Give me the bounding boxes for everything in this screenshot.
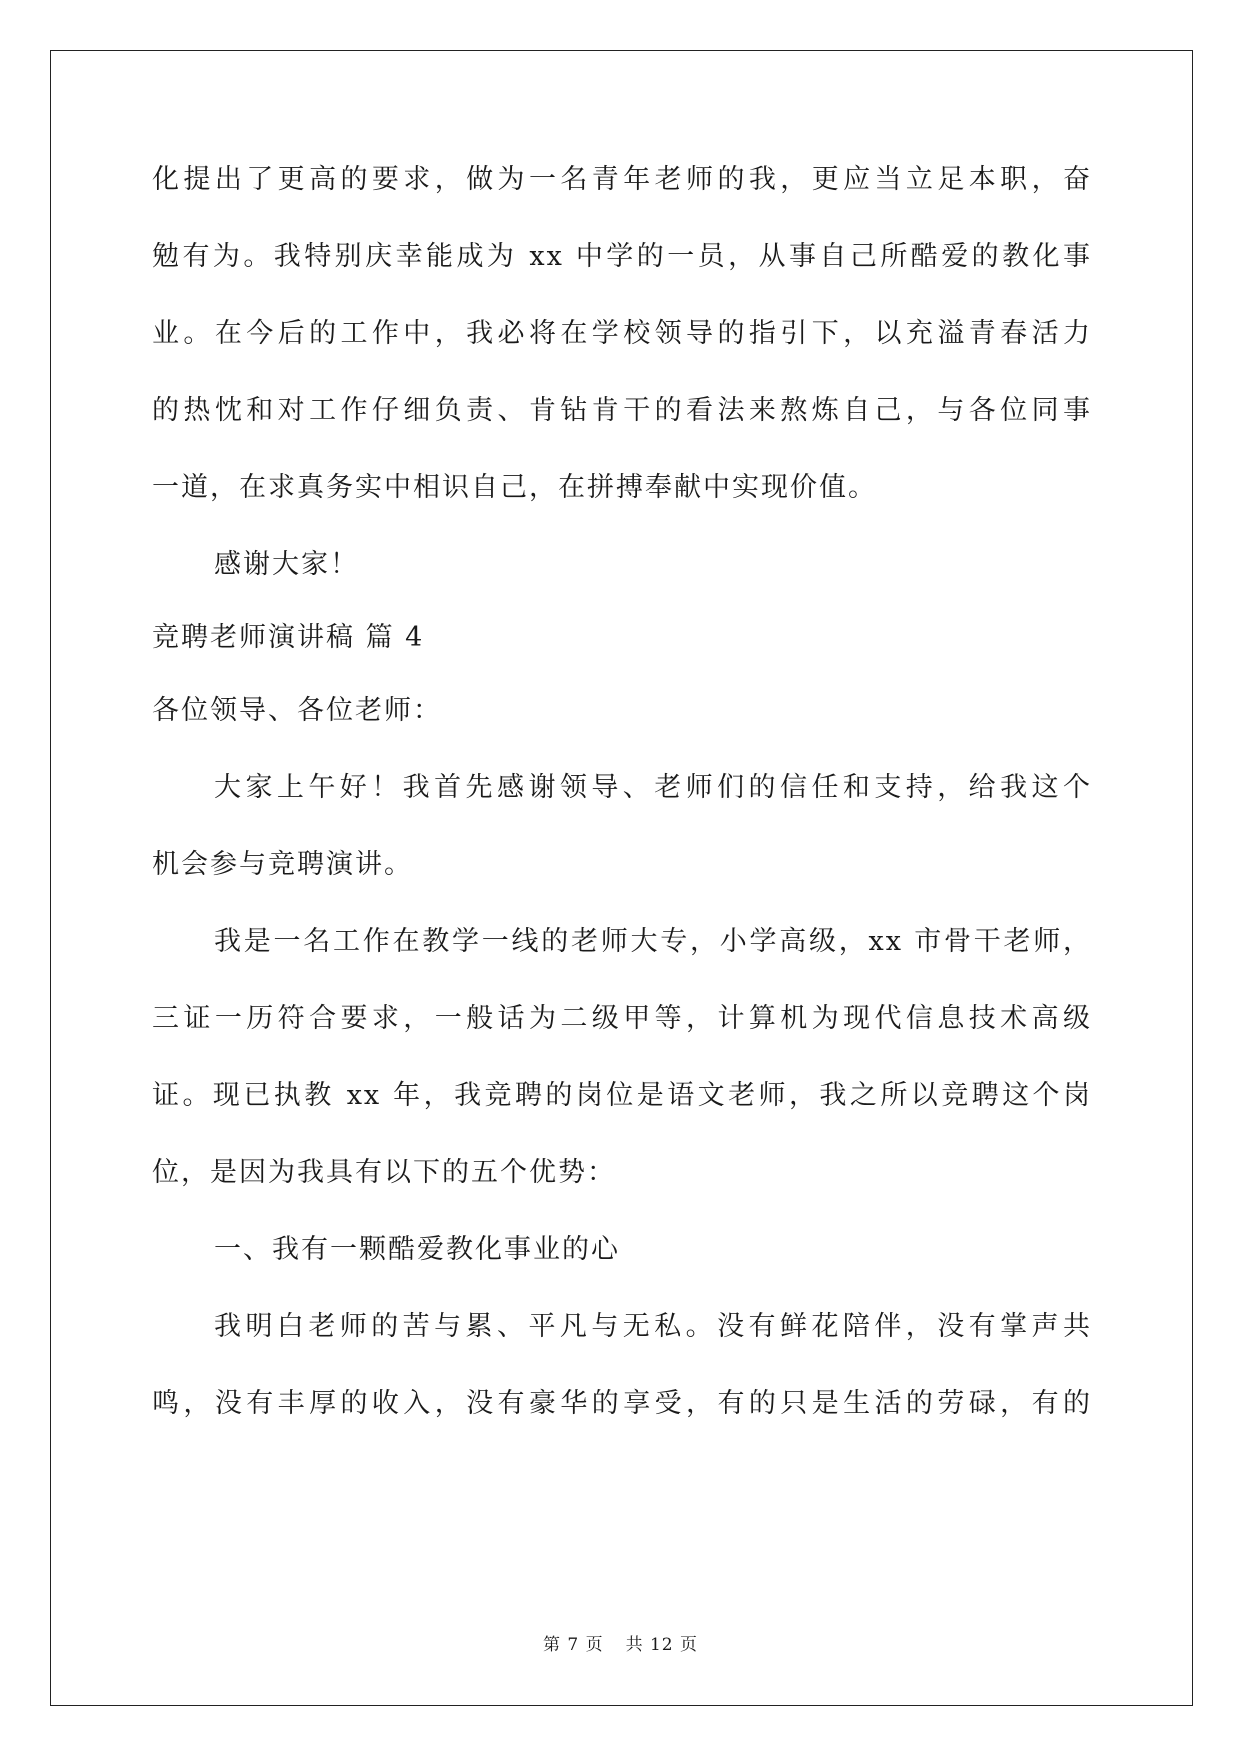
text-line: 业。在今后的工作中，我必将在学校领导的指引下，以充溢青春活力: [152, 318, 1092, 349]
text-line: 位，是因为我具有以下的五个优势：: [152, 1157, 616, 1188]
text-line: 鸣，没有丰厚的收入，没有豪华的享受，有的只是生活的劳碌，有的: [152, 1388, 1092, 1419]
document-body: [152, 163, 1092, 1464]
text-line: 一道，在求真务实中相识自己，在拼搏奉献中实现价值。: [152, 472, 877, 503]
section-heading: 竞聘老师演讲稿 篇 4: [152, 622, 425, 653]
text-line: 勉有为。我特别庆幸能成为 xx 中学的一员，从事自己所酷爱的教化事: [152, 241, 1092, 272]
text-line: 三证一历符合要求，一般话为二级甲等，计算机为现代信息技术高级: [152, 1003, 1092, 1034]
text-line: 证。现已执教 xx 年，我竞聘的岗位是语文老师，我之所以竞聘这个岗: [152, 1080, 1092, 1111]
page-total: 共 12 页: [625, 1635, 699, 1655]
text-line: 大家上午好！我首先感谢领导、老师们的信任和支持，给我这个: [214, 772, 1092, 803]
subheading-line: 一、我有一颗酷爱教化事业的心: [214, 1234, 620, 1265]
text-line: 机会参与竞聘演讲。: [152, 849, 413, 880]
text-line: 化提出了更高的要求，做为一名青年老师的我，更应当立足本职，奋: [152, 164, 1092, 195]
salutation: 各位领导、各位老师：: [152, 695, 442, 726]
text-line: 我是一名工作在教学一线的老师大专，小学高级，xx 市骨干老师，: [214, 926, 1092, 957]
text-line: 我明白老师的苦与累、平凡与无私。没有鲜花陪伴，没有掌声共: [214, 1311, 1092, 1342]
page-number: 第 7 页: [542, 1635, 604, 1655]
closing-line: 感谢大家！: [214, 549, 359, 580]
text-line: 的热忱和对工作仔细负责、肯钻肯干的看法来熬炼自己，与各位同事: [152, 395, 1092, 426]
page-footer: [0, 1630, 1241, 1655]
